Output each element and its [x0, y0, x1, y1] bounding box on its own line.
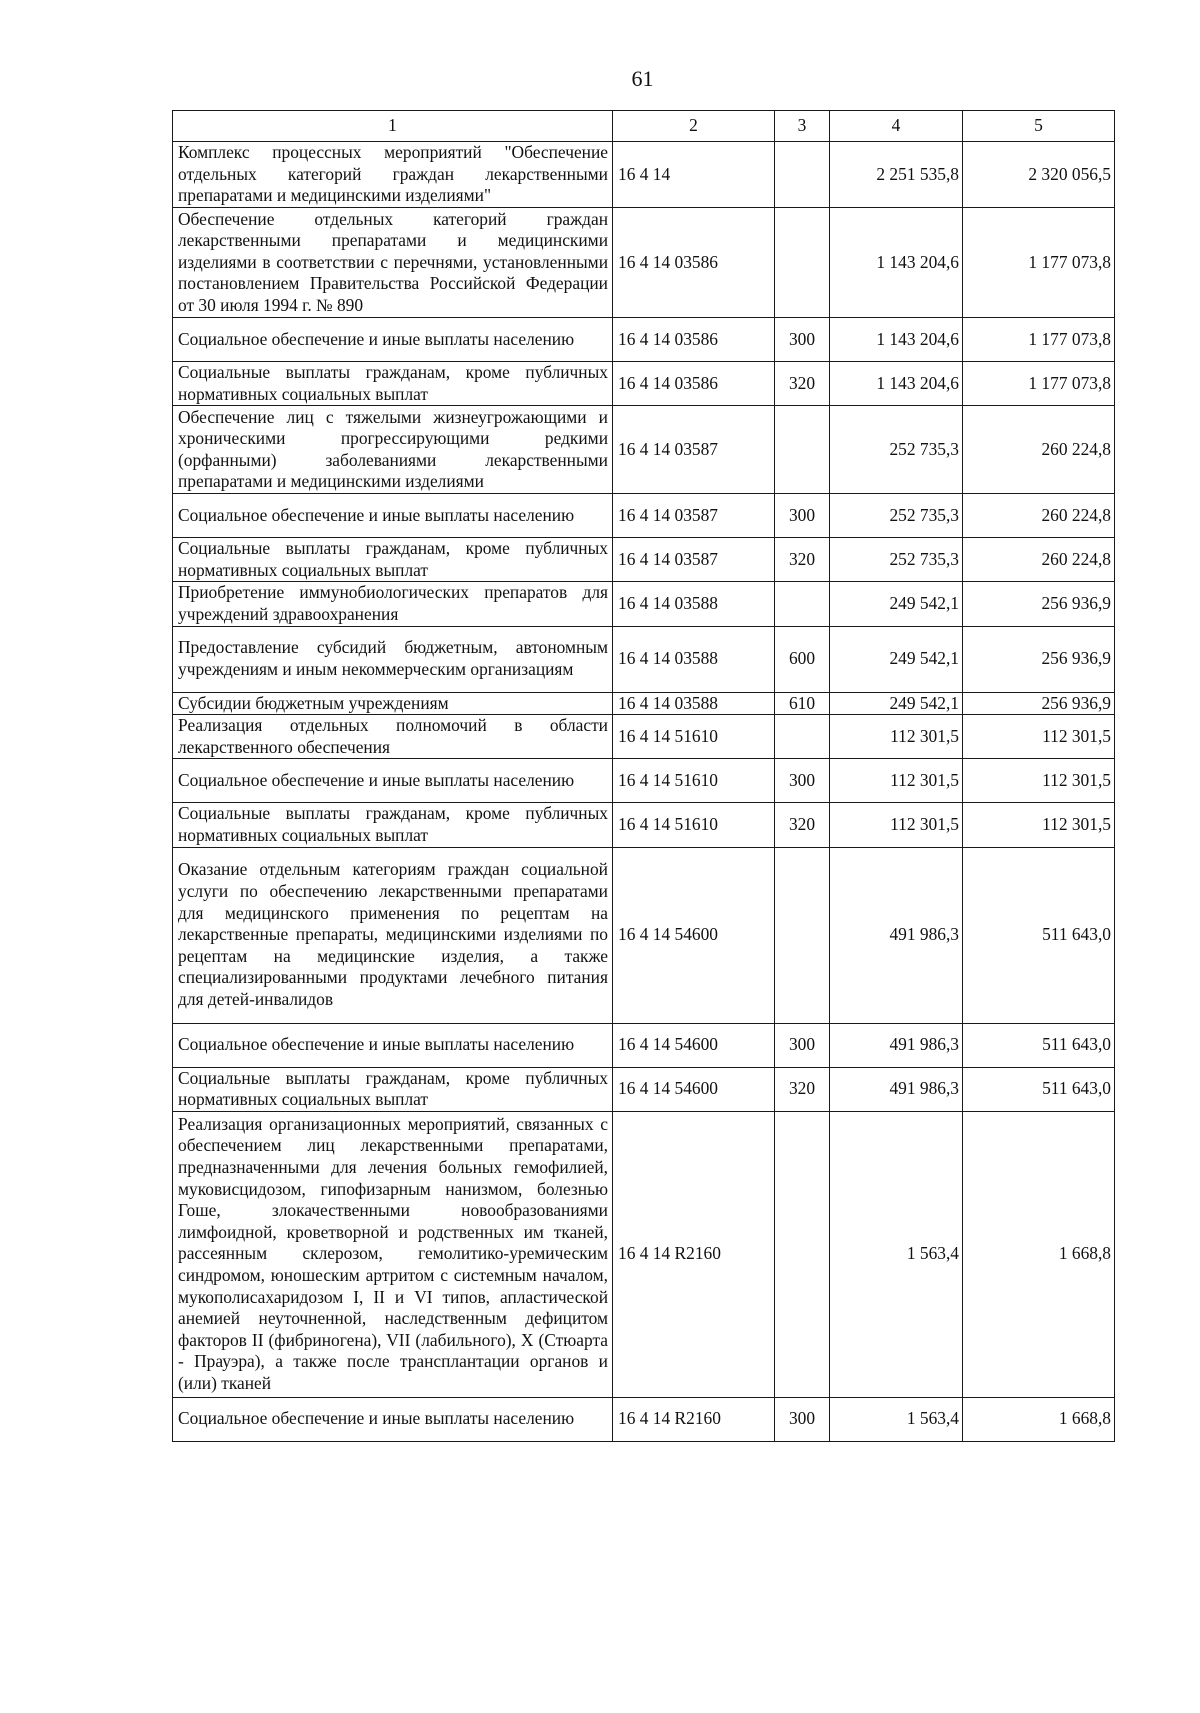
cell-amount-2: 2 320 056,5: [963, 142, 1115, 208]
cell-amount-1: 252 735,3: [830, 406, 963, 494]
table-row: [173, 1111, 1115, 1397]
cell-amount-1: 112 301,5: [830, 803, 963, 847]
cell-name: Социальные выплаты гражданам, кроме публичных нормативных социальных выплат: [173, 803, 613, 847]
cell-amount-2: 511 643,0: [963, 847, 1115, 1023]
cell-amount-2: 112 301,5: [963, 759, 1115, 803]
column-header-name: 1: [173, 111, 613, 142]
cell-amount-2: 511 643,0: [963, 1067, 1115, 1111]
cell-type: 610: [775, 692, 830, 715]
table-row: [173, 759, 1115, 803]
column-header-amount-2: 5: [963, 111, 1115, 142]
cell-amount-2: 260 224,8: [963, 494, 1115, 538]
cell-amount-2: 1 668,8: [963, 1111, 1115, 1397]
cell-amount-2: 112 301,5: [963, 803, 1115, 847]
cell-code: 16 4 14 03586: [613, 208, 775, 318]
cell-amount-2: 256 936,9: [963, 626, 1115, 692]
cell-type: [775, 1111, 830, 1397]
table-row: [173, 142, 1115, 208]
cell-type: 320: [775, 362, 830, 406]
cell-amount-1: 491 986,3: [830, 1067, 963, 1111]
table-row: [173, 406, 1115, 494]
cell-name: Комплекс процессных мероприятий "Обеспечение отдельных категорий граждан лекарственными препаратами и медицинскими изделиями": [173, 142, 613, 208]
cell-amount-2: 1 177 073,8: [963, 362, 1115, 406]
cell-code: 16 4 14 03586: [613, 362, 775, 406]
cell-type: [775, 715, 830, 759]
cell-amount-1: 491 986,3: [830, 1023, 963, 1067]
cell-name: Социальное обеспечение и иные выплаты населению: [173, 494, 613, 538]
table-row: [173, 692, 1115, 715]
column-header-type: 3: [775, 111, 830, 142]
table-row: [173, 715, 1115, 759]
cell-code: 16 4 14 03587: [613, 538, 775, 582]
cell-amount-1: 249 542,1: [830, 692, 963, 715]
cell-type: 320: [775, 803, 830, 847]
cell-amount-1: 1 143 204,6: [830, 362, 963, 406]
cell-name: Социальное обеспечение и иные выплаты населению: [173, 318, 613, 362]
cell-name: Социальные выплаты гражданам, кроме публичных нормативных социальных выплат: [173, 1067, 613, 1111]
cell-type: 300: [775, 318, 830, 362]
cell-name: Предоставление субсидий бюджетным, автономным учреждениям и иным некоммерческим организациям: [173, 626, 613, 692]
cell-code: 16 4 14 03588: [613, 626, 775, 692]
table-body: [173, 142, 1115, 1442]
cell-amount-1: 252 735,3: [830, 494, 963, 538]
cell-code: 16 4 14 54600: [613, 1067, 775, 1111]
cell-code: 16 4 14 03588: [613, 582, 775, 626]
cell-amount-1: 2 251 535,8: [830, 142, 963, 208]
cell-code: 16 4 14 51610: [613, 715, 775, 759]
cell-amount-2: 511 643,0: [963, 1023, 1115, 1067]
cell-amount-1: 249 542,1: [830, 626, 963, 692]
cell-name: Приобретение иммунобиологических препаратов для учреждений здравоохранения: [173, 582, 613, 626]
cell-name: Обеспечение лиц с тяжелыми жизнеугрожающими и хроническими прогрессирующими редкими (орфанными) заболеваниями лекарственными препаратами и медицинскими изделиями: [173, 406, 613, 494]
cell-amount-1: 1 143 204,6: [830, 208, 963, 318]
cell-code: 16 4 14 51610: [613, 759, 775, 803]
cell-type: 600: [775, 626, 830, 692]
table-row: [173, 318, 1115, 362]
cell-amount-2: 1 668,8: [963, 1397, 1115, 1441]
cell-code: 16 4 14 03587: [613, 494, 775, 538]
cell-amount-2: 256 936,9: [963, 582, 1115, 626]
cell-code: 16 4 14 54600: [613, 847, 775, 1023]
cell-amount-2: 1 177 073,8: [963, 208, 1115, 318]
header-row: [173, 111, 1115, 142]
table-row: [173, 847, 1115, 1023]
table-row: [173, 1397, 1115, 1441]
cell-amount-2: 256 936,9: [963, 692, 1115, 715]
cell-code: 16 4 14 03588: [613, 692, 775, 715]
cell-type: [775, 847, 830, 1023]
cell-type: 300: [775, 1397, 830, 1441]
cell-type: 300: [775, 494, 830, 538]
cell-code: 16 4 14: [613, 142, 775, 208]
column-header-amount-1: 4: [830, 111, 963, 142]
cell-name: Социальное обеспечение и иные выплаты населению: [173, 759, 613, 803]
cell-amount-2: 1 177 073,8: [963, 318, 1115, 362]
cell-name: Социальные выплаты гражданам, кроме публичных нормативных социальных выплат: [173, 362, 613, 406]
table-row: [173, 582, 1115, 626]
table-row: [173, 494, 1115, 538]
cell-amount-1: 1 563,4: [830, 1397, 963, 1441]
cell-name: Социальное обеспечение и иные выплаты населению: [173, 1397, 613, 1441]
cell-type: 320: [775, 538, 830, 582]
cell-type: 300: [775, 1023, 830, 1067]
cell-type: [775, 142, 830, 208]
page-number: 61: [631, 66, 654, 91]
cell-amount-1: 491 986,3: [830, 847, 963, 1023]
cell-type: [775, 208, 830, 318]
table-row: [173, 1023, 1115, 1067]
cell-code: 16 4 14 R2160: [613, 1397, 775, 1441]
cell-code: 16 4 14 51610: [613, 803, 775, 847]
cell-amount-1: 112 301,5: [830, 715, 963, 759]
cell-name: Реализация организационных мероприятий, связанных с обеспечением лиц лекарственными препаратами, предназначенными для лечения больных гемофилией, муковисцидозом, гипофизарным нанизмом, болезнью Гоше, злокачественными новообразованиями лимфоидной, кроветворной и родственных им тканей, рассеянным склерозом, гемолитико-уремическим синдромом, юношеским артритом с системным началом, мукополисахаридозом I, II и VI типов, апластической анемией неуточненной, наследственным дефицитом факторов II (фибриногена), VII (лабильного), X (Стюарта - Прауэра), а также после трансплантации органов и (или) тканей: [173, 1111, 613, 1397]
table-row: [173, 1067, 1115, 1111]
cell-type: 320: [775, 1067, 830, 1111]
cell-name: Обеспечение отдельных категорий граждан лекарственными препаратами и медицинскими изделиями в соответствии с перечнями, установленными постановлением Правительства Российской Федерации от 30 июля 1994 г. № 890: [173, 208, 613, 318]
cell-name: Социальное обеспечение и иные выплаты населению: [173, 1023, 613, 1067]
cell-code: 16 4 14 03586: [613, 318, 775, 362]
table-row: [173, 208, 1115, 318]
cell-name: Реализация отдельных полномочий в области лекарственного обеспечения: [173, 715, 613, 759]
cell-amount-1: 1 143 204,6: [830, 318, 963, 362]
table-row: [173, 538, 1115, 582]
cell-name: Субсидии бюджетным учреждениям: [173, 692, 613, 715]
budget-table: [172, 110, 1115, 1442]
column-header-code: 2: [613, 111, 775, 142]
table-header: [173, 111, 1115, 142]
cell-code: 16 4 14 54600: [613, 1023, 775, 1067]
cell-type: [775, 406, 830, 494]
table-row: [173, 626, 1115, 692]
cell-amount-1: 252 735,3: [830, 538, 963, 582]
table-row: [173, 362, 1115, 406]
cell-amount-1: 1 563,4: [830, 1111, 963, 1397]
cell-type: [775, 582, 830, 626]
cell-code: 16 4 14 R2160: [613, 1111, 775, 1397]
cell-amount-2: 260 224,8: [963, 406, 1115, 494]
cell-amount-1: 112 301,5: [830, 759, 963, 803]
cell-amount-2: 112 301,5: [963, 715, 1115, 759]
cell-code: 16 4 14 03587: [613, 406, 775, 494]
cell-name: Оказание отдельным категориям граждан социальной услуги по обеспечению лекарственными препаратами для медицинского применения по рецептам на лекарственные препараты, медицинскими изделиями по рецептам на медицинские изделия, а также специализированными продуктами лечебного питания для детей-инвалидов: [173, 847, 613, 1023]
cell-name: Социальные выплаты гражданам, кроме публичных нормативных социальных выплат: [173, 538, 613, 582]
table-row: [173, 803, 1115, 847]
cell-type: 300: [775, 759, 830, 803]
cell-amount-2: 260 224,8: [963, 538, 1115, 582]
cell-amount-1: 249 542,1: [830, 582, 963, 626]
